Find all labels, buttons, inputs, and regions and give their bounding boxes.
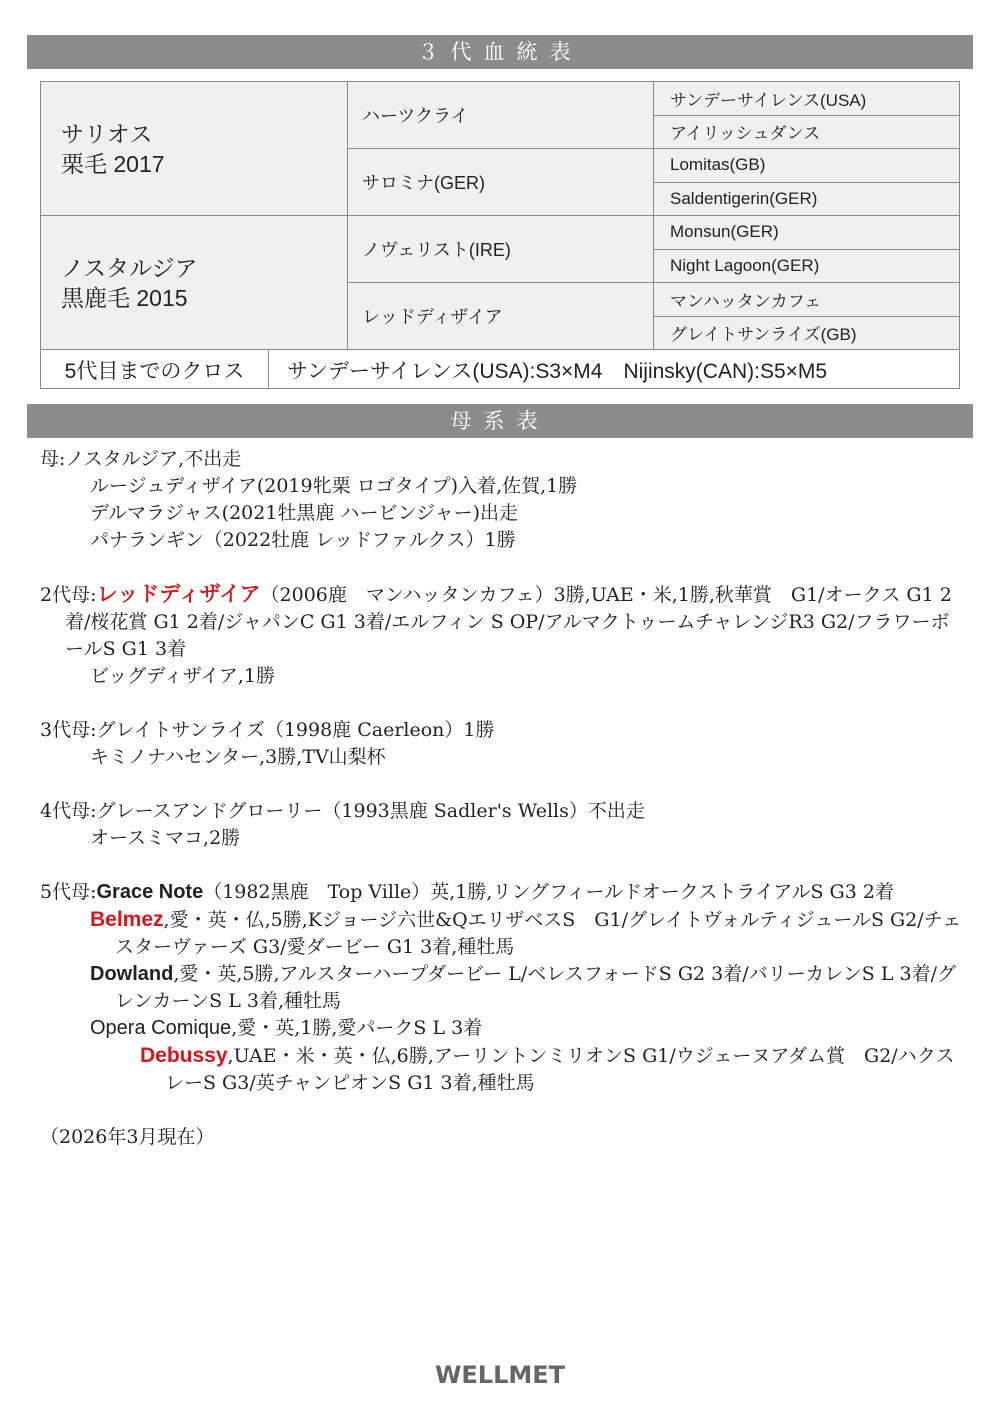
third-dam-line: 3代母:グレイトサンライズ（1998鹿 Caerleon）1勝 [40,719,495,741]
dam-foal: パナランギン（2022牡鹿 レッドファルクス）1勝 [90,529,516,551]
gen2-cell: ハーツクライ [347,81,653,148]
second-dam-prefix: 2代母: [40,584,97,606]
opera-comique-record: ,愛・英,1勝,愛パークS L 3着 [231,1017,483,1039]
family-table [40,446,965,1151]
sire-cell [40,81,347,215]
debussy-line [40,1042,965,1097]
wellmet-logo: WELLMET [434,1361,566,1389]
cross-label: 5代目までのクロス [40,349,268,389]
second-dam-foal: ビッグディザイア,1勝 [90,665,275,687]
gen3-cell: サンデーサイレンス(USA) [653,81,960,115]
pedigree-header: ３代血統表 [27,35,973,69]
gen3-cell: マンハッタンカフェ [653,282,960,316]
dowland-name: Dowland [90,963,174,985]
dam-foal: デルマラジャス(2021牡黒鹿 ハービンジャー)出走 [90,502,519,524]
fifth-dam-prefix: 5代母: [40,881,97,903]
gen3-cell: Saldentigerin(GER) [653,182,960,216]
opera-comique-name: Opera Comique [90,1017,232,1039]
gen3-cell: Lomitas(GB) [653,148,960,182]
dowland-line [40,961,965,1015]
belmez-line [40,906,965,961]
fifth-dam-record: （1982黒鹿 Top Ville）英,1勝,リングフィールドオークストライアルS G3 2着 [203,881,894,903]
opera-comique-line [40,1015,965,1042]
gen3-cell: Monsun(GER) [653,215,960,249]
as-of-date: （2026年3月現在） [40,1126,215,1148]
dam-name: ノスタルジア [61,254,198,281]
fourth-dam-line: 4代母:グレースアンドグローリー（1993黒鹿 Sadler's Wells）不出走 [40,800,645,822]
dowland-record: ,愛・英,5勝,アルスターハープダービー L/ベレスフォードS G2 3着/バリーカレンS L 3着/グレンカーンS L 3着,種牡馬 [115,963,956,1012]
second-dam-record: （2006鹿 マンハッタンカフェ）3勝,UAE・米,1勝,秋華賞 G1/オークス G1 2着/桜花賞 G1 2着/ジャパンC G1 3着/エルフィン S OP/アルマクトゥームチャレンジR3 G2/フラワーボールS G1 3着 [65,584,952,660]
family-header: 母系表 [27,404,973,438]
debussy-name: Debussy [140,1044,228,1067]
third-dam-foal: キミノナハセンター,3勝,TV山梨杯 [90,746,386,768]
dam-info: 黒鹿毛 2015 [61,284,188,311]
fifth-dam-line [40,879,965,906]
belmez-name: Belmez [90,908,164,931]
sire-info: 栗毛 2017 [61,150,165,177]
fifth-dam-name: Grace Note [96,881,204,903]
gen3-cell: グレイトサンライズ(GB) [653,316,960,350]
fourth-dam-foal: オースミマコ,2勝 [90,827,241,849]
belmez-record: ,愛・英・仏,5勝,Kジョージ六世&QエリザベスS G1/グレイトヴォルティジュールS G2/チェスターヴァーズ G3/愛ダービー G1 3着,種牡馬 [115,909,962,958]
pedigree-table [40,81,960,389]
gen3-cell: Night Lagoon(GER) [653,249,960,283]
dam-cell [40,215,347,349]
sire-name: サリオス [61,120,153,147]
gen2-cell: ノヴェリスト(IRE) [347,215,653,282]
dam-foal: ルージュディザイア(2019牝栗 ロゴタイプ)入着,佐賀,1勝 [90,475,578,497]
gen2-cell: サロミナ(GER) [347,148,653,215]
cross-value: サンデーサイレンス(USA):S3×M4 Nijinsky(CAN):S5×M5 [268,349,960,389]
gen2-cell: レッドディザイア [347,282,653,349]
dam-line: 母:ノスタルジア,不出走 [40,448,242,470]
debussy-record: ,UAE・米・英・仏,6勝,アーリントンミリオンS G1/ウジェーヌアダム賞 G2/ハクスレーS G3/英チャンピオンS G1 3着,種牡馬 [165,1045,955,1094]
second-dam-name: レッドディザイア [96,583,261,606]
gen3-cell: アイリッシュダンス [653,115,960,149]
second-dam-line [40,581,965,663]
